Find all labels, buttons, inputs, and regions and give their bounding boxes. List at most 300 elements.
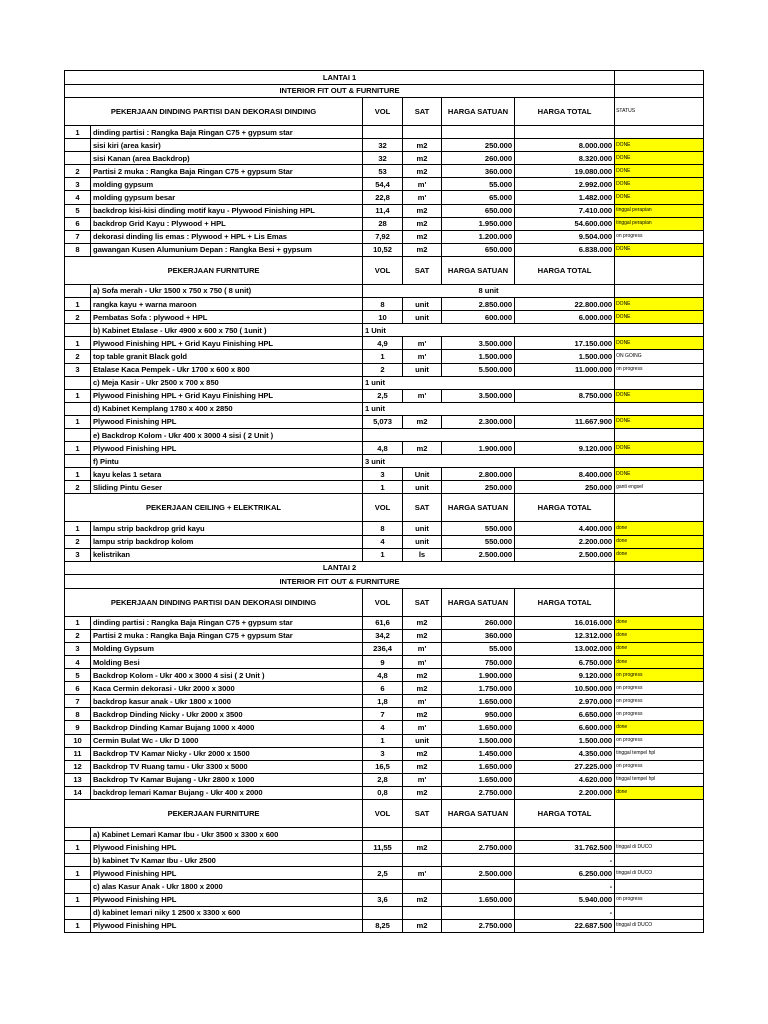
volume-cell [363,828,403,841]
unit-price-cell: 1.900.000 [442,669,515,682]
volume-cell: 10 [363,311,403,324]
row-number: 1 [65,919,91,932]
total-price-cell: 6.838.000 [515,243,615,256]
status-cell: done [615,535,704,548]
item-description: a) Kabinet Lemari Kamar Ibu - Ukr 3500 x 3300 x 600 [91,828,363,841]
unit-price-cell: 1.450.000 [442,747,515,760]
unit-cell: m2 [403,616,442,629]
group-row [65,284,704,297]
volume-cell [363,126,403,139]
status-cell: DONE [615,165,704,178]
status-cell: on progress [615,760,704,773]
section-title: INTERIOR FIT OUT & FURNITURE [65,84,615,98]
item-description: lampu strip backdrop grid kayu [91,522,363,535]
unit-cell: unit [403,363,442,376]
volume-cell: 0,8 [363,786,403,799]
total-price-cell: 8.000.000 [515,139,615,152]
item-description: Backdrop Dinding Nicky - Ukr 2000 x 3500 [91,708,363,721]
status-cell: tinggal tempel hpl [615,747,704,760]
item-description: Backdrop Kolom - Ukr 400 x 3000 4 sisi ( 2 Unit ) [91,669,363,682]
row-number [65,428,91,441]
total-price-cell: 2.200.000 [515,535,615,548]
unit-price-cell: 2.300.000 [442,415,515,428]
sat-header: SAT [403,800,442,828]
item-description: Plywood Finishing HPL [91,442,363,455]
sat-header: SAT [403,588,442,616]
sat-header: SAT [403,98,442,126]
unit-price-cell: 650.000 [442,204,515,217]
unit-cell: m' [403,191,442,204]
volume-cell: 1 [363,481,403,494]
row-number [65,152,91,165]
table-row [65,139,704,152]
total-price-cell: 6.750.000 [515,656,615,669]
volume-cell: 16,5 [363,760,403,773]
status-cell: ganti engsel [615,481,704,494]
row-number [65,854,91,867]
item-description: molding gypsum besar [91,191,363,204]
unit-cell: m2 [403,919,442,932]
volume-cell: 11,4 [363,204,403,217]
status-cell: done [615,629,704,642]
unit-cell: m2 [403,682,442,695]
row-number: 5 [65,669,91,682]
item-description: Molding Besi [91,656,363,669]
table-row [65,906,704,919]
unit-price-cell: 5.500.000 [442,363,515,376]
group-row [65,428,704,441]
item-description: b) kabinet Tv Kamar Ibu - Ukr 2500 [91,854,363,867]
volume-cell: 6 [363,682,403,695]
unit-cell: Unit [403,468,442,481]
total-price-cell: 11.667.900 [515,415,615,428]
row-number: 2 [65,535,91,548]
unit-price-cell [442,906,515,919]
group-row [65,376,704,389]
table-row [65,204,704,217]
vol-header: VOL [363,588,403,616]
volume-cell: 4 [363,535,403,548]
total-price-cell: 7.410.000 [515,204,615,217]
item-description: gawangan Kusen Alumunium Depan : Rangka Besi + gypsum [91,243,363,256]
unit-cell [403,906,442,919]
volume-cell: 7 [363,708,403,721]
total-price-cell: 12.312.000 [515,629,615,642]
table-row [65,629,704,642]
unit-price-header: HARGA SATUAN [442,494,515,522]
status-header: STATUS [615,98,704,126]
table-row [65,786,704,799]
unit-cell: m2 [403,747,442,760]
item-description: Plywood Finishing HPL + Grid Kayu Finishing HPL [91,337,363,350]
volume-cell: 2,5 [363,389,403,402]
volume-cell: 53 [363,165,403,178]
status-cell: done [615,721,704,734]
volume-cell: 22,8 [363,191,403,204]
volume-cell: 3 [363,747,403,760]
status-header [615,494,704,522]
unit-cell: m' [403,773,442,786]
category-header: PEKERJAAN DINDING PARTISI DAN DEKORASI DINDING [65,588,363,616]
unit-price-cell: 55.000 [442,178,515,191]
unit-cell: m' [403,350,442,363]
table-row [65,415,704,428]
floor-title-row [65,71,704,85]
status-cell: DONE [615,442,704,455]
row-number [65,402,91,415]
unit-cell: m2 [403,669,442,682]
unit-cell: unit [403,734,442,747]
total-price-cell: 6.650.000 [515,708,615,721]
group-description: b) Kabinet Etalase - Ukr 4900 x 600 x 750 ( 1unit ) [91,324,363,337]
unit-price-cell: 1.200.000 [442,230,515,243]
table-row [65,217,704,230]
item-description: c) alas Kasur Anak - Ukr 1800 x 2000 [91,880,363,893]
table-row [65,682,704,695]
status-cell: tinggal di DUCO [615,841,704,854]
unit-price-cell: 2.750.000 [442,841,515,854]
status-cell: DONE [615,389,704,402]
item-description: dinding partisi : Rangka Baja Ringan C75 + gypsum star [91,126,363,139]
row-number: 9 [65,721,91,734]
unit-cell: m' [403,721,442,734]
volume-cell: 34,2 [363,629,403,642]
item-description: Pembatas Sofa : plywood + HPL [91,311,363,324]
table-row [65,841,704,854]
status-cell: on progress [615,708,704,721]
item-description: Backdrop TV Kamar Nicky - Ukr 2000 x 1500 [91,747,363,760]
total-price-cell: 9.504.000 [515,230,615,243]
category-header: PEKERJAAN DINDING PARTISI DAN DEKORASI DINDING [65,98,363,126]
unit-price-cell [442,828,515,841]
table-row [65,243,704,256]
item-description: Plywood Finishing HPL + Grid Kayu Finishing HPL [91,389,363,402]
status-cell [615,376,704,389]
unit-cell [403,854,442,867]
total-price-cell: 27.225.000 [515,760,615,773]
total-price-cell: 5.940.000 [515,893,615,906]
item-description: Partisi 2 muka : Rangka Baja Ringan C75 + gypsum Star [91,629,363,642]
item-description: backdrop kisi-kisi dinding motif kayu - Plywood Finishing HPL [91,204,363,217]
unit-price-header: HARGA SATUAN [442,588,515,616]
status-cell: on progress [615,669,704,682]
group-quantity [363,428,615,441]
volume-cell [363,854,403,867]
sat-header: SAT [403,494,442,522]
volume-cell: 10,52 [363,243,403,256]
progress-spreadsheet-table [64,70,704,933]
item-description: Partisi 2 muka : Rangka Baja Ringan C75 + gypsum Star [91,165,363,178]
row-number: 1 [65,415,91,428]
status-cell [615,84,704,98]
volume-cell [363,906,403,919]
table-row [65,893,704,906]
table-row [65,828,704,841]
unit-cell: unit [403,535,442,548]
unit-price-cell: 1.650.000 [442,760,515,773]
status-cell [615,126,704,139]
total-price-cell: 4.350.000 [515,747,615,760]
status-cell [615,575,704,589]
row-number: 7 [65,230,91,243]
total-price-cell: 31.762.500 [515,841,615,854]
unit-cell: unit [403,522,442,535]
item-description: dekorasi dinding lis emas : Plywood + HPL + Lis Emas [91,230,363,243]
row-number: 1 [65,867,91,880]
item-description: Cermin Bulat Wc - Ukr D 1000 [91,734,363,747]
volume-cell: 11,55 [363,841,403,854]
unit-price-cell: 2.500.000 [442,867,515,880]
table-row [65,548,704,561]
unit-price-cell: 1.650.000 [442,893,515,906]
group-description: d) Kabinet Kemplang 1780 x 400 x 2850 [91,402,363,415]
group-quantity: 1 unit [363,402,615,415]
item-description: Plywood Finishing HPL [91,415,363,428]
volume-cell: 4,8 [363,442,403,455]
item-description: Plywood Finishing HPL [91,867,363,880]
total-price-cell: 13.002.000 [515,642,615,655]
item-description: Plywood Finishing HPL [91,893,363,906]
row-number [65,906,91,919]
volume-cell: 4,9 [363,337,403,350]
table-row [65,481,704,494]
table-row [65,178,704,191]
volume-cell: 236,4 [363,642,403,655]
status-cell: ON GOING [615,350,704,363]
volume-cell: 3,6 [363,893,403,906]
floor-title-row [65,561,704,575]
item-description: lampu strip backdrop kolom [91,535,363,548]
unit-cell: ls [403,548,442,561]
row-number [65,455,91,468]
unit-price-header: HARGA SATUAN [442,800,515,828]
status-cell: done [615,786,704,799]
unit-cell: m2 [403,442,442,455]
unit-price-cell: 360.000 [442,165,515,178]
table-row [65,363,704,376]
total-price-header: HARGA TOTAL [515,494,615,522]
unit-price-cell: 2.850.000 [442,298,515,311]
row-number [65,324,91,337]
group-description: a) Sofa merah - Ukr 1500 x 750 x 750 ( 8 unit) [91,284,363,297]
table-row [65,468,704,481]
row-number: 1 [65,442,91,455]
table-row [65,389,704,402]
status-cell: DONE [615,337,704,350]
row-number: 2 [65,350,91,363]
status-cell [615,71,704,85]
row-number: 4 [65,656,91,669]
unit-price-cell: 950.000 [442,708,515,721]
unit-price-cell [442,880,515,893]
status-cell [615,854,704,867]
unit-price-cell: 750.000 [442,656,515,669]
volume-cell: 1,8 [363,695,403,708]
section-title: LANTAI 1 [65,71,615,85]
total-price-cell: 1.482.000 [515,191,615,204]
unit-price-cell: 1.950.000 [442,217,515,230]
row-number: 3 [65,363,91,376]
category-header-row [65,494,704,522]
table-row [65,298,704,311]
unit-cell: m2 [403,152,442,165]
row-number: 10 [65,734,91,747]
total-price-cell: 8.400.000 [515,468,615,481]
item-description: d) kabinet lemari niky 1 2500 x 3300 x 600 [91,906,363,919]
row-number [65,828,91,841]
volume-cell: 4 [363,721,403,734]
status-cell: DONE [615,298,704,311]
status-cell: on progress [615,363,704,376]
row-number: 1 [65,298,91,311]
volume-cell: 9 [363,656,403,669]
unit-price-cell: 250.000 [442,481,515,494]
table-row [65,165,704,178]
sat-header: SAT [403,256,442,284]
row-number: 3 [65,548,91,561]
volume-cell: 1 [363,548,403,561]
row-number: 1 [65,468,91,481]
unit-cell: m2 [403,786,442,799]
group-quantity: 1 Unit [363,324,615,337]
unit-price-cell: 260.000 [442,616,515,629]
row-number: 8 [65,708,91,721]
vol-header: VOL [363,98,403,126]
status-cell: on progress [615,734,704,747]
volume-cell: 3 [363,468,403,481]
status-cell: tinggal di DUCO [615,867,704,880]
category-header: PEKERJAAN FURNITURE [65,256,363,284]
table-row [65,337,704,350]
unit-cell: m2 [403,841,442,854]
total-price-cell: 19.080.000 [515,165,615,178]
group-description: c) Meja Kasir - Ukr 2500 x 700 x 850 [91,376,363,389]
unit-cell [403,880,442,893]
row-number: 2 [65,481,91,494]
row-number: 2 [65,311,91,324]
category-header-row [65,256,704,284]
item-description: Sliding Pintu Geser [91,481,363,494]
unit-price-cell: 1.500.000 [442,734,515,747]
vol-header: VOL [363,256,403,284]
row-number: 13 [65,773,91,786]
row-number: 2 [65,629,91,642]
status-cell [615,828,704,841]
status-cell: on progress [615,230,704,243]
row-number: 1 [65,841,91,854]
unit-cell [403,828,442,841]
total-price-cell: 9.120.000 [515,669,615,682]
item-description: dinding partisi : Rangka Baja Ringan C75 + gypsum star [91,616,363,629]
unit-cell: unit [403,311,442,324]
item-description: top table granit Black gold [91,350,363,363]
total-price-cell: 8.750.000 [515,389,615,402]
item-description: sisi kiri (area kasir) [91,139,363,152]
status-cell: DONE [615,468,704,481]
vol-header: VOL [363,800,403,828]
category-header: PEKERJAAN FURNITURE [65,800,363,828]
status-cell: on progress [615,682,704,695]
group-quantity: 1 unit [363,376,615,389]
status-cell: DONE [615,152,704,165]
item-description: backdrop lemari Kamar Bujang - Ukr 400 x 2000 [91,786,363,799]
group-description: f) Pintu [91,455,363,468]
total-price-cell: 22.800.000 [515,298,615,311]
status-cell [615,906,704,919]
total-price-cell: 11.000.000 [515,363,615,376]
unit-price-cell: 65.000 [442,191,515,204]
table-row [65,522,704,535]
item-description: kelistrikan [91,548,363,561]
unit-price-cell: 55.000 [442,642,515,655]
total-price-cell: 8.320.000 [515,152,615,165]
status-cell: tinggal tempel hpl [615,773,704,786]
unit-price-cell [442,854,515,867]
total-price-cell: 6.600.000 [515,721,615,734]
status-cell: done [615,548,704,561]
row-number: 3 [65,642,91,655]
unit-cell: m2 [403,708,442,721]
status-cell: tinggal perapian [615,217,704,230]
status-header [615,800,704,828]
table-row [65,760,704,773]
item-description: Plywood Finishing HPL [91,841,363,854]
total-price-cell: 4.620.000 [515,773,615,786]
row-number [65,880,91,893]
row-number: 1 [65,616,91,629]
status-cell: DONE [615,139,704,152]
status-cell: done [615,642,704,655]
row-number: 6 [65,682,91,695]
unit-price-cell: 2.500.000 [442,548,515,561]
total-price-cell: 22.687.500 [515,919,615,932]
total-price-cell: - [515,880,615,893]
total-price-cell: 1.500.000 [515,734,615,747]
unit-price-cell: 1.900.000 [442,442,515,455]
volume-cell: 32 [363,152,403,165]
total-price-cell: 2.500.000 [515,548,615,561]
table-row [65,642,704,655]
volume-cell: 8,25 [363,919,403,932]
total-price-cell: 4.400.000 [515,522,615,535]
unit-price-cell: 1.750.000 [442,682,515,695]
row-number: 2 [65,165,91,178]
total-price-cell: 250.000 [515,481,615,494]
total-price-cell: 10.500.000 [515,682,615,695]
item-description: molding gypsum [91,178,363,191]
table-row [65,350,704,363]
item-description: Plywood Finishing HPL [91,919,363,932]
status-cell: on progress [615,695,704,708]
unit-cell: m' [403,867,442,880]
unit-price-cell: 550.000 [442,522,515,535]
unit-cell: unit [403,481,442,494]
total-price-header: HARGA TOTAL [515,800,615,828]
floor-title-row [65,575,704,589]
status-cell [615,284,704,297]
volume-cell: 2 [363,363,403,376]
status-cell [615,561,704,575]
total-price-header: HARGA TOTAL [515,98,615,126]
item-description: Backdrop TV Ruang tamu - Ukr 3300 x 5000 [91,760,363,773]
table-row [65,708,704,721]
item-description: backdrop kasur anak - Ukr 1800 x 1000 [91,695,363,708]
table-row [65,734,704,747]
unit-cell: m' [403,178,442,191]
unit-price-cell: 2.750.000 [442,786,515,799]
status-cell [615,428,704,441]
floor-title-row [65,84,704,98]
